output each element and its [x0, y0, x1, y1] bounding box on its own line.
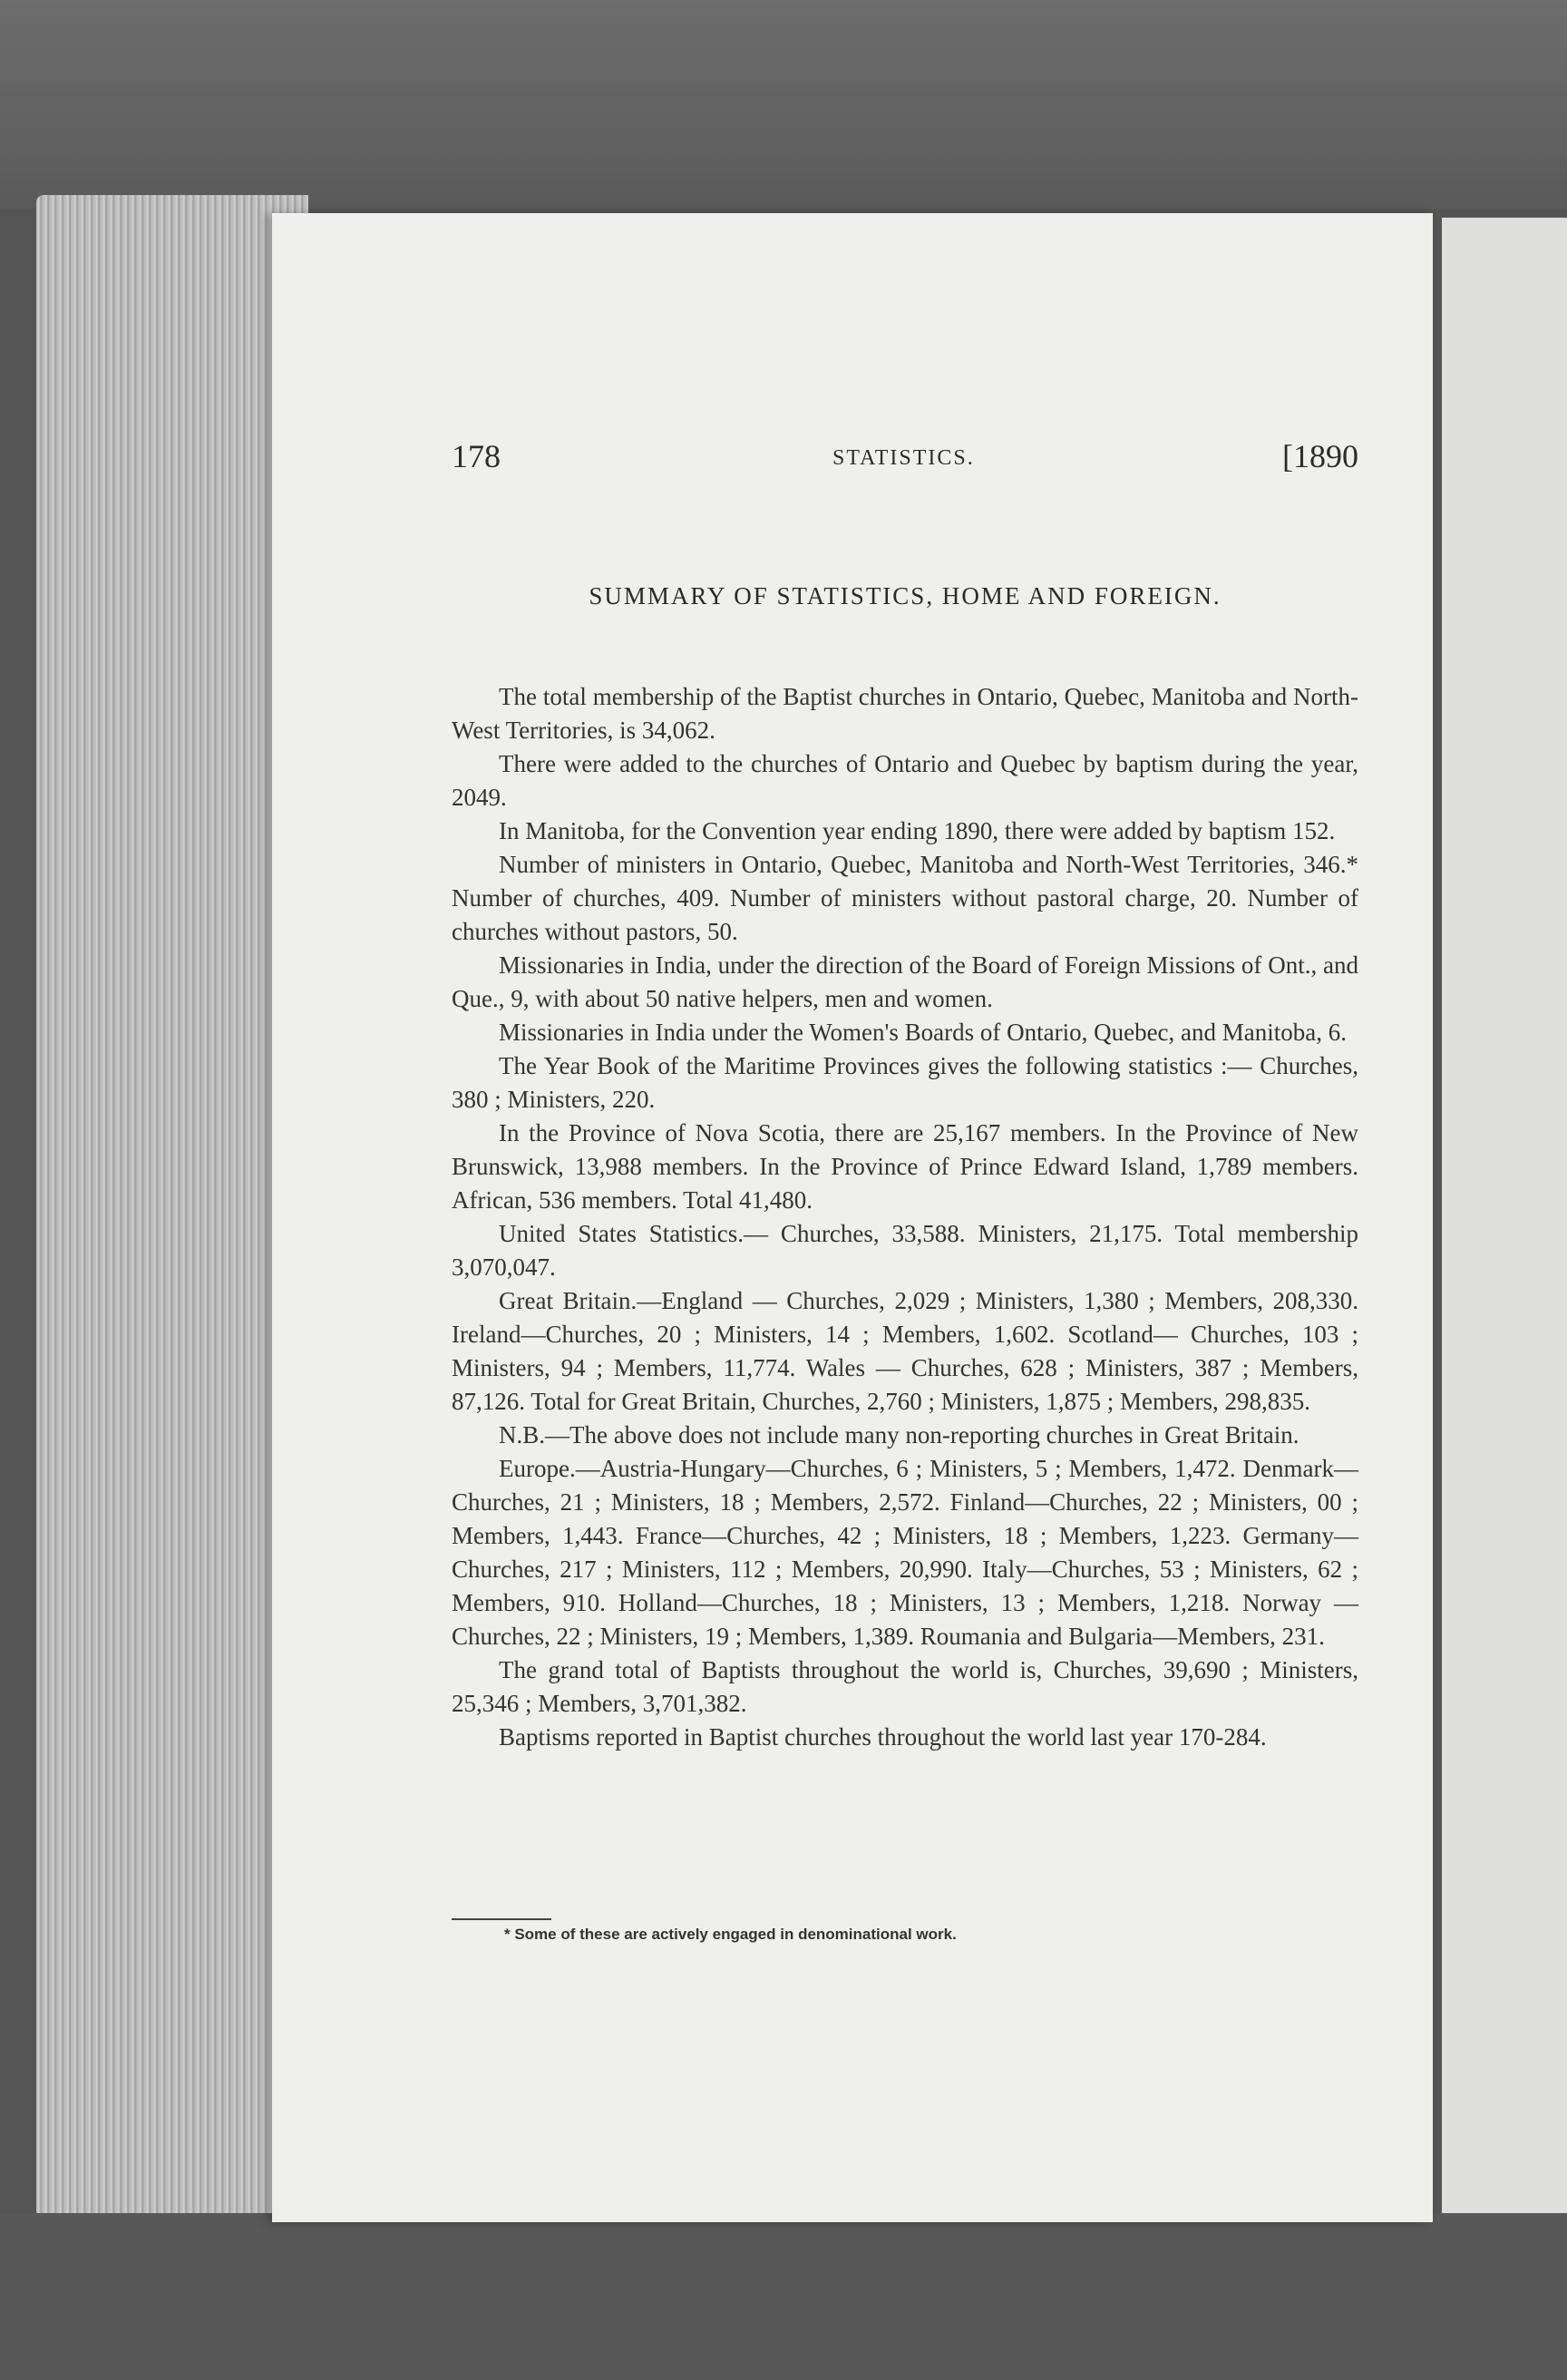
page-number: 178: [452, 438, 501, 474]
running-year: [1890: [1282, 438, 1358, 474]
paragraph-provinces: In the Province of Nova Scotia, there are 25,167 members. In the Province of New Brunswick, 13,988 members. In the Province of Prince Edward Island, 1,789 members. African, 536 members. Total 41,480.: [452, 1119, 1358, 1214]
backdrop-bottom: [0, 2213, 1567, 2380]
paragraph-grand-total: The grand total of Baptists throughout the world is, Churches, 39,690 ; Ministers, 25,346 ; Members, 3,701,382.: [452, 1656, 1358, 1717]
paragraph-nb-note: N.B.—The above does not include many non-reporting churches in Great Britain.: [499, 1421, 1299, 1448]
footnote: * Some of these are actively engaged in denominational work.: [504, 1926, 957, 1943]
paragraph-world-baptisms: Baptisms reported in Baptist churches throughout the world last year 170-284.: [499, 1723, 1267, 1751]
paragraph-maritime: The Year Book of the Maritime Provinces gives the following statistics :— Churches, 380 ; Ministers, 220.: [452, 1052, 1358, 1113]
paragraph-manitoba: In Manitoba, for the Convention year ending 1890, there were added by baptism 152.: [499, 817, 1336, 844]
backdrop: [0, 0, 1567, 209]
paragraph-united-states: United States Statistics.— Churches, 33,588. Ministers, 21,175. Total membership 3,070,047.: [452, 1220, 1358, 1281]
paragraph-ministers: Number of ministers in Ontario, Quebec, Manitoba and North-West Territories, 346.* Number of churches, 409. Number of ministers without pastoral charge, 20. Number of churches without pastors, 50.: [452, 851, 1358, 945]
running-head: [452, 437, 1358, 492]
body-text: [452, 680, 1358, 1754]
paragraph-womens-boards: Missionaries in India under the Women's Boards of Ontario, Quebec, and Manitoba, 6.: [499, 1019, 1347, 1046]
footnote-rule: [452, 1918, 551, 1920]
paragraph-membership: The total membership of the Baptist churches in Ontario, Quebec, Manitoba and North-West Territories, is 34,062.: [452, 683, 1358, 744]
paragraph-europe: Europe.—Austria-Hungary—Churches, 6 ; Ministers, 5 ; Members, 1,472. Denmark—Churches, 21 ; Ministers, 18 ; Members, 2,572. Finland—Churches, 22 ; Ministers, 00 ; Members, 1,443. France—Churches, 42 ; Ministers, 18 ; Members, 1,223. Germany—Churches, 217 ; Ministers, 112 ; Members, 20,990. Italy—Churches, 53 ; Ministers, 62 ; Members, 910. Holland—Churches, 18 ; Ministers, 13 ; Members, 1,218. Norway — Churches, 22 ; Ministers, 19 ; Members, 1,389. Roumania and Bulgaria—Members, 231.: [452, 1455, 1358, 1650]
book-page-edges: [36, 195, 308, 2218]
paragraph-india-missionaries: Missionaries in India, under the direction of the Board of Foreign Missions of Ont., and Que., 9, with about 50 native helpers, men and women.: [452, 951, 1358, 1012]
facing-page-edge: [1442, 218, 1567, 2213]
section-heading: SUMMARY OF STATISTICS, HOME AND FOREIGN.: [589, 582, 1221, 610]
paragraph-great-britain: Great Britain.—England — Churches, 2,029 ; Ministers, 1,380 ; Members, 208,330. Ireland—Churches, 20 ; Ministers, 14 ; Members, 1,602. Scotland— Churches, 103 ; Ministers, 94 ; Members, 11,774. Wales — Churches, 628 ; Ministers, 387 ; Members, 87,126. Total for Great Britain, Churches, 2,760 ; Ministers, 1,875 ; Members, 298,835.: [452, 1287, 1358, 1415]
running-title: STATISTICS.: [832, 446, 975, 470]
paragraph-baptisms-ontario-quebec: There were added to the churches of Ontario and Quebec by baptism during the year, 2049.: [452, 750, 1358, 811]
